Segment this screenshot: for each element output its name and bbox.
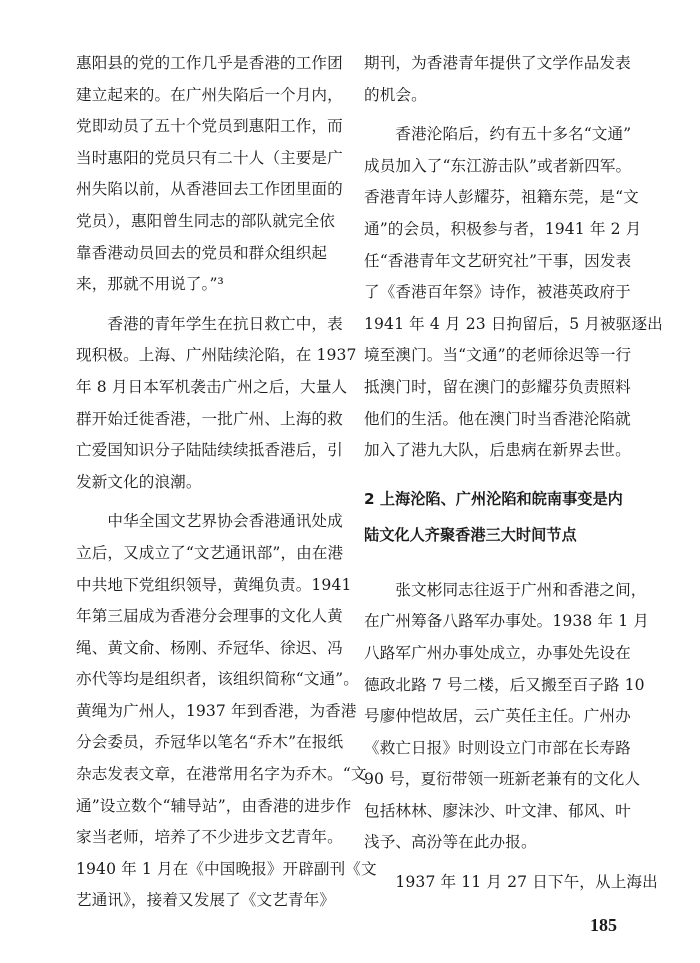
- text-line: 家当老师，培养了不少进步文艺青年。: [76, 828, 343, 847]
- text-line: 群开始迁徙香港，一批广州、上海的救: [76, 409, 343, 428]
- section-body: [364, 575, 658, 899]
- text-line: 党员），惠阳曾生同志的部队就完全依: [76, 211, 335, 230]
- text-line: 了《香港百年祭》诗作，被港英政府于: [364, 283, 631, 302]
- text-line: 抵澳门时，留在澳门的彭耀芬负责照料: [364, 377, 631, 396]
- left-column: [76, 48, 377, 917]
- text-line: 香港青年诗人彭耀芬，祖籍东莞，是“文: [364, 188, 639, 207]
- text-line: 加入了港九大队，后患病在新界去世。: [364, 441, 631, 460]
- paragraph-gap: [364, 859, 626, 867]
- text-line: 张文彬同志往返于广州和香港之间，: [364, 580, 647, 599]
- text-line: 杂志发表文章，在港常用名字为乔木。“文: [76, 765, 367, 784]
- paragraph-gap: [76, 498, 348, 506]
- text-line: 香港的青年学生在抗日救亡中，表: [76, 314, 343, 333]
- text-line: 中共地下党组织领导，黄绳负责。1941: [76, 575, 352, 594]
- text-line: 香港沦陷后，约有五十多名“文通”: [364, 125, 632, 144]
- text-line: 任“香港青年文艺研究社”干事，因发表: [364, 251, 632, 270]
- text-line: 90 号，夏衍带领一班新老兼有的文化人: [364, 770, 641, 789]
- text-line: 现积极。上海、广州陆续沦陷，在 1937: [76, 346, 357, 365]
- text-line: 在广州筹备八路军办事处。1938 年 1 月: [364, 612, 649, 631]
- paragraph-gap: [364, 111, 626, 119]
- text-line: 通”的会员，积极参与者，1941 年 2 月: [364, 219, 642, 238]
- text-line: 他们的生活。他在澳门时当香港沦陷就: [364, 409, 631, 428]
- text-line: 分会委员，乔冠华以笔名“乔木”在报纸: [76, 733, 344, 752]
- section-gap: [364, 553, 626, 575]
- text-line: 1940 年 1 月在《中国晚报》开辟副刊《文: [76, 859, 377, 878]
- text-line: 绳、黄文俞、杨刚、乔冠华、徐迟、冯: [76, 638, 343, 657]
- text-line: 黄绳为广州人，1937 年到香港，为香港: [76, 701, 357, 720]
- paragraph: [364, 48, 631, 111]
- paragraph: [76, 48, 348, 301]
- paragraph-gap: [76, 301, 348, 309]
- text-line: 八路军广州办事处成立，办事处先设在: [364, 643, 631, 662]
- text-line: 州失陷以前，从香港回去工作团里面的: [76, 180, 343, 199]
- text-line: 艺通讯》，接着又发展了《文艺青年》: [76, 891, 335, 910]
- text-line: 亡爱国知识分子陆陆续续抵香港后，引: [76, 441, 343, 460]
- text-line: 《救亡日报》时则设立门市部在长寿路: [364, 738, 631, 757]
- text-line: 期刊，为香港青年提供了文学作品发表: [364, 54, 631, 72]
- text-line: 惠阳县的党的工作几乎是香港的工作团: [76, 54, 343, 72]
- text-line: 境至澳门。当“文通”的老师徐迟等一行: [364, 346, 632, 365]
- text-line: 德政北路 7 号二楼，后又搬至百子路 10: [364, 675, 645, 694]
- paragraph: [76, 309, 357, 499]
- text-line: 靠香港动员回去的党员和群众组织起: [76, 243, 328, 262]
- text-line: 立后，又成立了“文艺通讯部”，由在港: [76, 543, 344, 562]
- text-line: 通”设立数个“辅导站”，由香港的进步作: [76, 796, 352, 815]
- text-line: 年第三届成为香港分会理事的文化人黄: [76, 607, 343, 626]
- text-line: 号廖仲恺故居，云广英任主任。广州办: [364, 707, 631, 726]
- paragraph: [364, 119, 663, 467]
- section-gap: [364, 467, 626, 481]
- paragraph: [364, 575, 649, 859]
- page-number: 185: [590, 915, 617, 935]
- text-line: 成员加入了“东江游击队”或者新四军。: [364, 156, 632, 175]
- paragraph: [76, 506, 377, 917]
- text-line: 建立起来的。在广州失陷后一个月内，: [76, 85, 343, 104]
- text-line: 亦代等均是组织者，该组织简称“文通”。: [76, 670, 359, 689]
- heading-line: 2 上海沦陷、广州沦陷和皖南事变是内: [364, 489, 623, 508]
- text-line: 来，那就不用说了。”³: [76, 275, 224, 294]
- text-line: 1941 年 4 月 23 日拘留后，5 月被驱逐出: [364, 314, 663, 333]
- text-line: 年 8 月日本军机袭击广州之后，大量人: [76, 377, 348, 396]
- text-line: 浅予、高汾等在此办报。: [364, 833, 537, 852]
- text-line: 发新文化的浪潮。: [76, 472, 202, 491]
- paragraph: [364, 867, 658, 899]
- heading-line: 陆文化人齐聚香港三大时间节点: [364, 525, 577, 544]
- right-column: [364, 48, 663, 899]
- text-line: 1937 年 11 月 27 日下午，从上海出: [364, 873, 658, 892]
- text-line: 党即动员了五十个党员到惠阳工作，而: [76, 117, 343, 136]
- text-line: 包括林林、廖沫沙、叶文津、郁风、叶: [364, 801, 631, 820]
- text-line: 中华全国文艺界协会香港通讯处成: [76, 512, 343, 531]
- section-heading: [364, 481, 626, 553]
- text-line: 的机会。: [364, 85, 427, 104]
- text-line: 当时惠阳的党员只有二十人（主要是广: [76, 148, 343, 167]
